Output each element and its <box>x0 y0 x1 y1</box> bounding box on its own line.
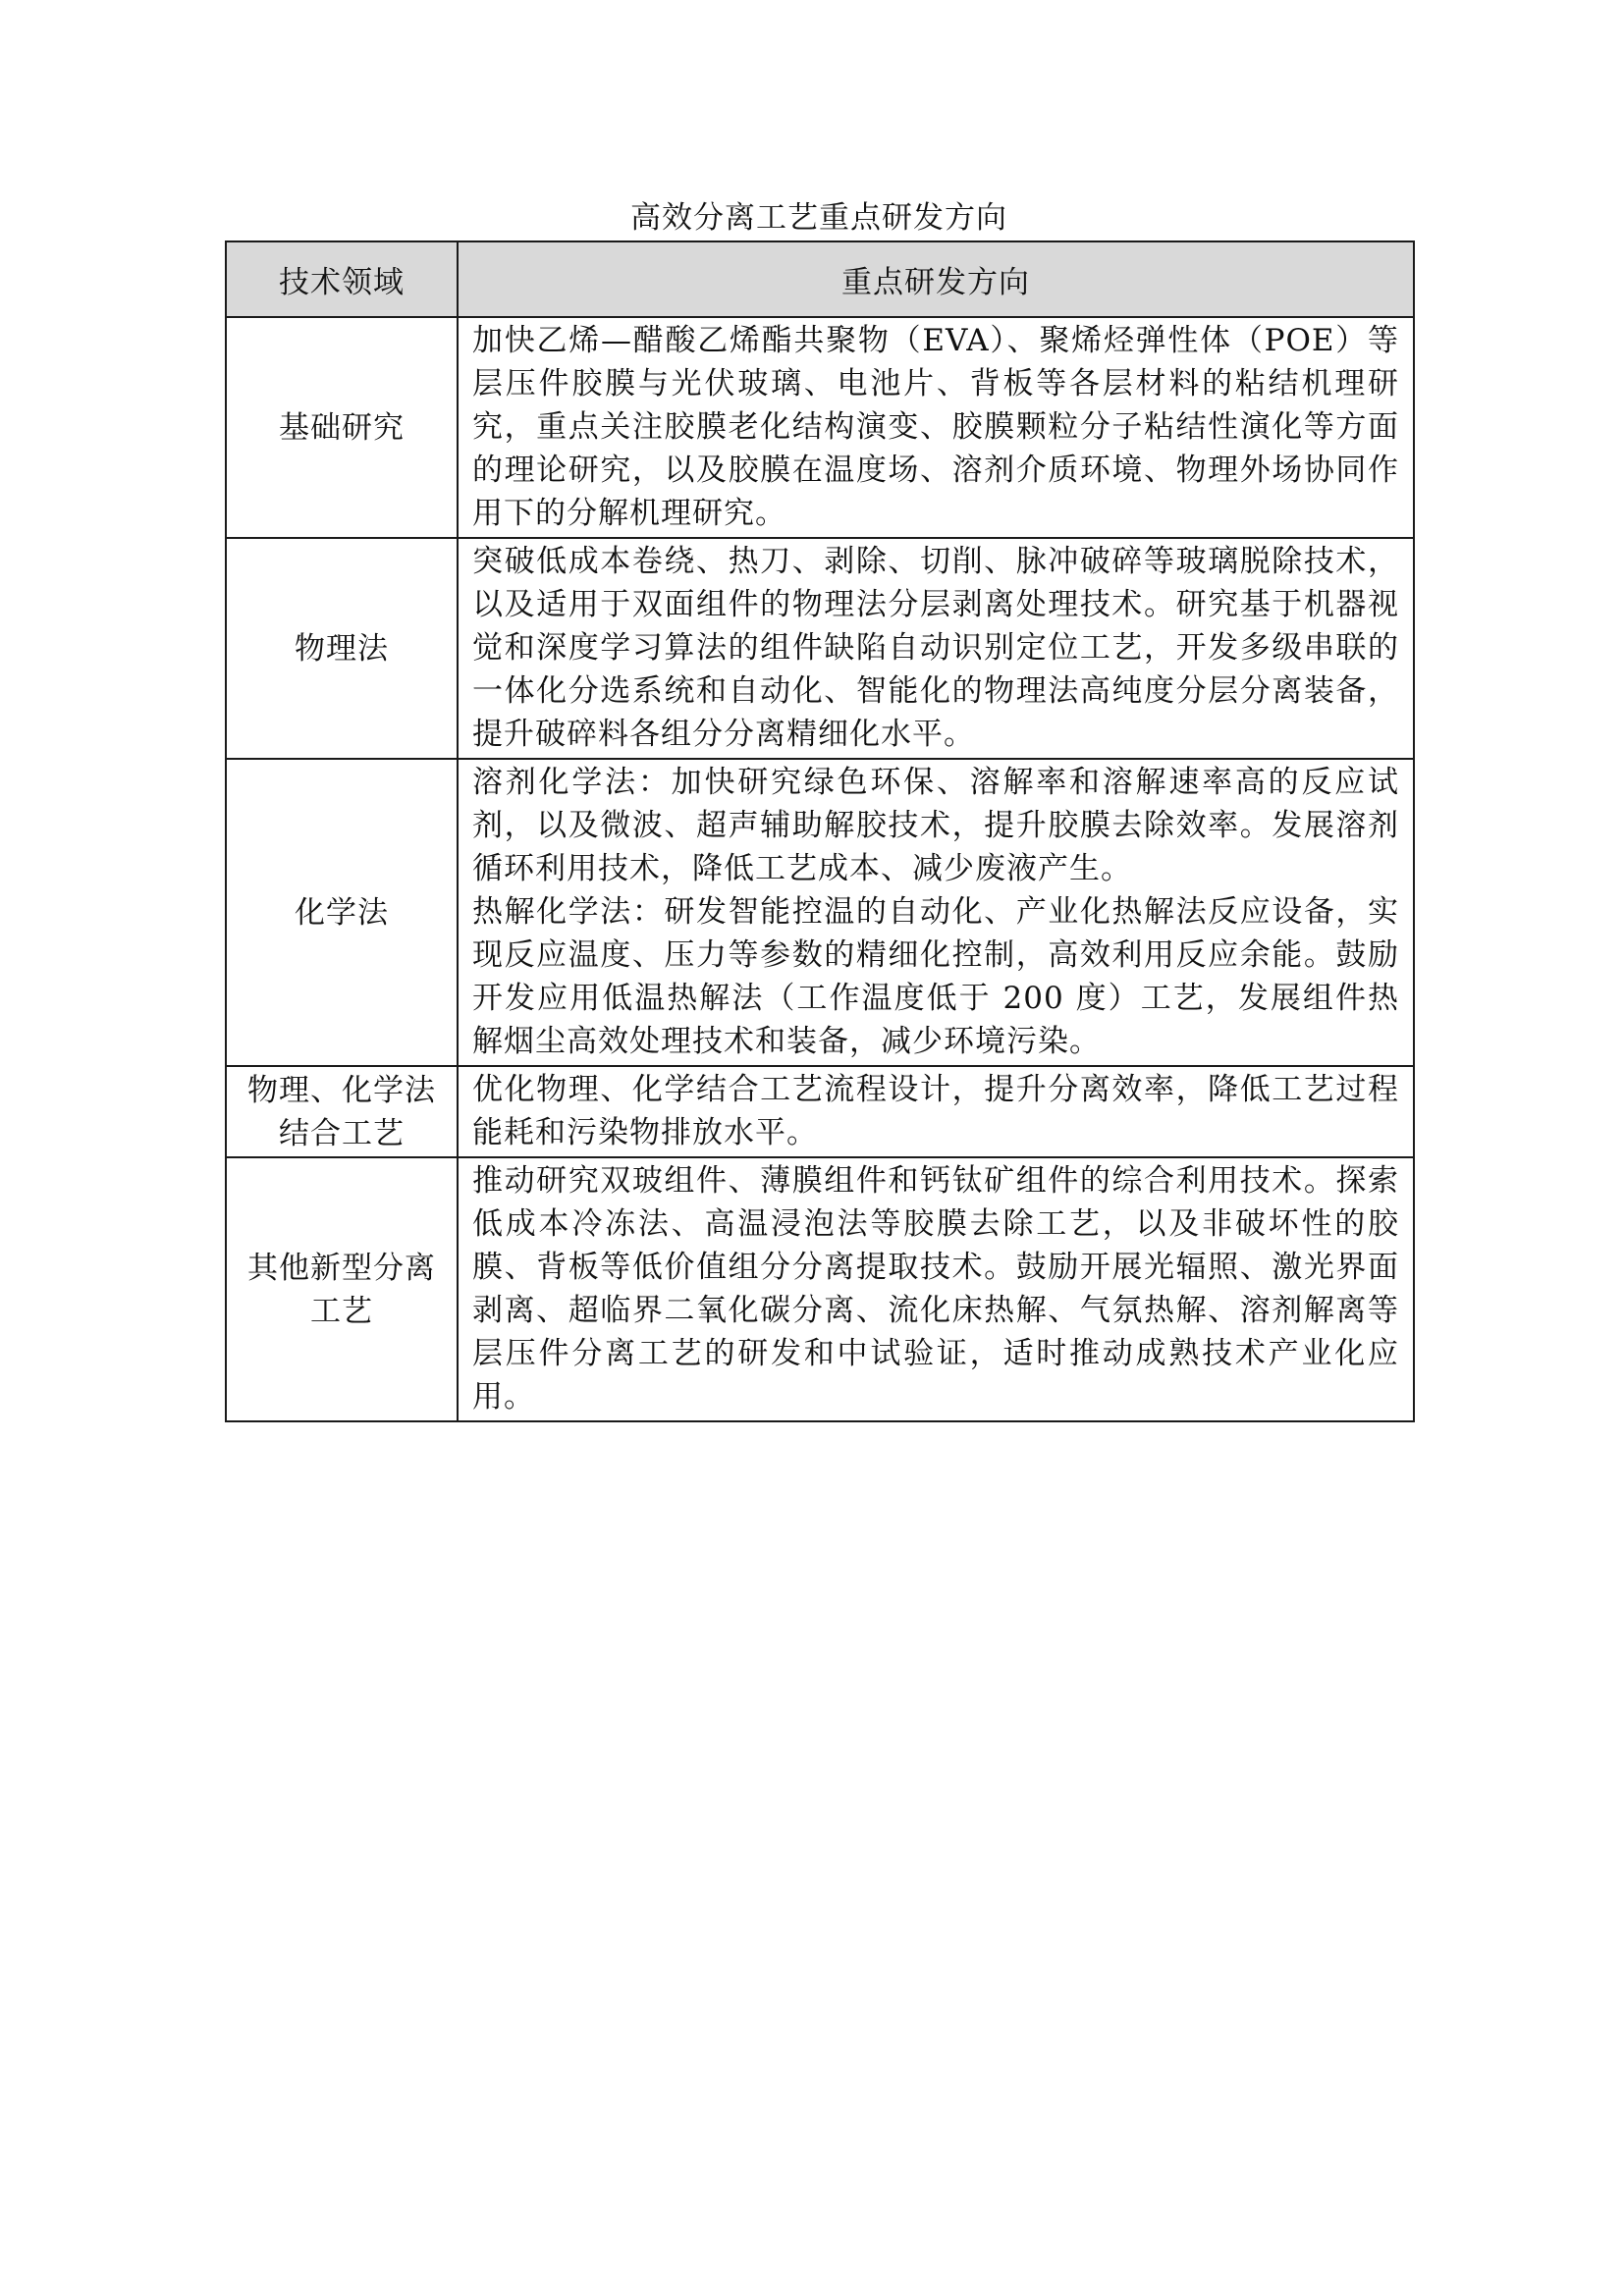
table-row <box>226 538 1414 759</box>
table-row <box>226 759 1414 1066</box>
direction-paragraph-solvent: 溶剂化学法：加快研究绿色环保、溶解率和溶解速率高的反应试剂，以及微波、超声辅助解胶技术，提升胶膜去除效率。发展溶剂循环利用技术，降低工艺成本、减少废液产生。 <box>472 765 1399 886</box>
table-row <box>226 1157 1414 1421</box>
direction-paragraph: 加快乙烯—醋酸乙烯酯共聚物（EVA）、聚烯烃弹性体（POE）等层压件胶膜与光伏玻璃、电池片、背板等各层材料的粘结机理研究，重点关注胶膜老化结构演变、胶膜颗粒分子粘结性演化等方面的理论研究，以及胶膜在温度场、溶剂介质环境、物理外场协同作用下的分解机理研究。 <box>472 323 1399 531</box>
table-row <box>226 1066 1414 1157</box>
direction-cell-basic-research <box>458 317 1414 538</box>
header-technical-area: 技术领域 <box>226 241 458 317</box>
direction-paragraph: 突破低成本卷绕、热刀、剥除、切削、脉冲破碎等玻璃脱除技术，以及适用于双面组件的物理法分层剥离处理技术。研究基于机器视觉和深度学习算法的组件缺陷自动识别定位工艺，开发多级串联的一体化分选系统和自动化、智能化的物理法高纯度分层分离装备，提升破碎料各组分分离精细化水平。 <box>472 544 1399 752</box>
direction-cell-combined-process <box>458 1066 1414 1157</box>
document-title: 高效分离工艺重点研发方向 <box>630 200 1007 236</box>
area-cell-chemical-method: 化学法 <box>226 759 458 1066</box>
area-cell-other-new-processes: 其他新型分离工艺 <box>226 1157 458 1421</box>
table-row <box>226 317 1414 538</box>
area-cell-physical-method: 物理法 <box>226 538 458 759</box>
direction-paragraph-pyrolysis: 热解化学法：研发智能控温的自动化、产业化热解法反应设备，实现反应温度、压力等参数的精细化控制，高效利用反应余能。鼓励开发应用低温热解法（工作温度低于 200 度）工艺，发展组件热解烟尘高效处理技术和装备，减少环境污染。 <box>472 894 1399 1059</box>
rd-directions-table <box>225 240 1415 1422</box>
direction-cell-physical-method <box>458 538 1414 759</box>
direction-cell-chemical-method <box>458 759 1414 1066</box>
direction-paragraph: 推动研究双玻组件、薄膜组件和钙钛矿组件的综合利用技术。探索低成本冷冻法、高温浸泡法等胶膜去除工艺，以及非破坏性的胶膜、背板等低价值组分分离提取技术。鼓励开展光辐照、激光界面剥离、超临界二氧化碳分离、流化床热解、气氛热解、溶剂解离等层压件分离工艺的研发和中试验证，适时推动成熟技术产业化应用。 <box>472 1163 1399 1415</box>
area-cell-basic-research: 基础研究 <box>226 317 458 538</box>
area-cell-combined-process: 物理、化学法结合工艺 <box>226 1066 458 1157</box>
header-key-direction: 重点研发方向 <box>458 241 1414 317</box>
direction-cell-other-new-processes <box>458 1157 1414 1421</box>
table-header-row <box>226 241 1414 317</box>
direction-paragraph: 优化物理、化学结合工艺流程设计，提升分离效率，降低工艺过程能耗和污染物排放水平。 <box>472 1072 1399 1150</box>
